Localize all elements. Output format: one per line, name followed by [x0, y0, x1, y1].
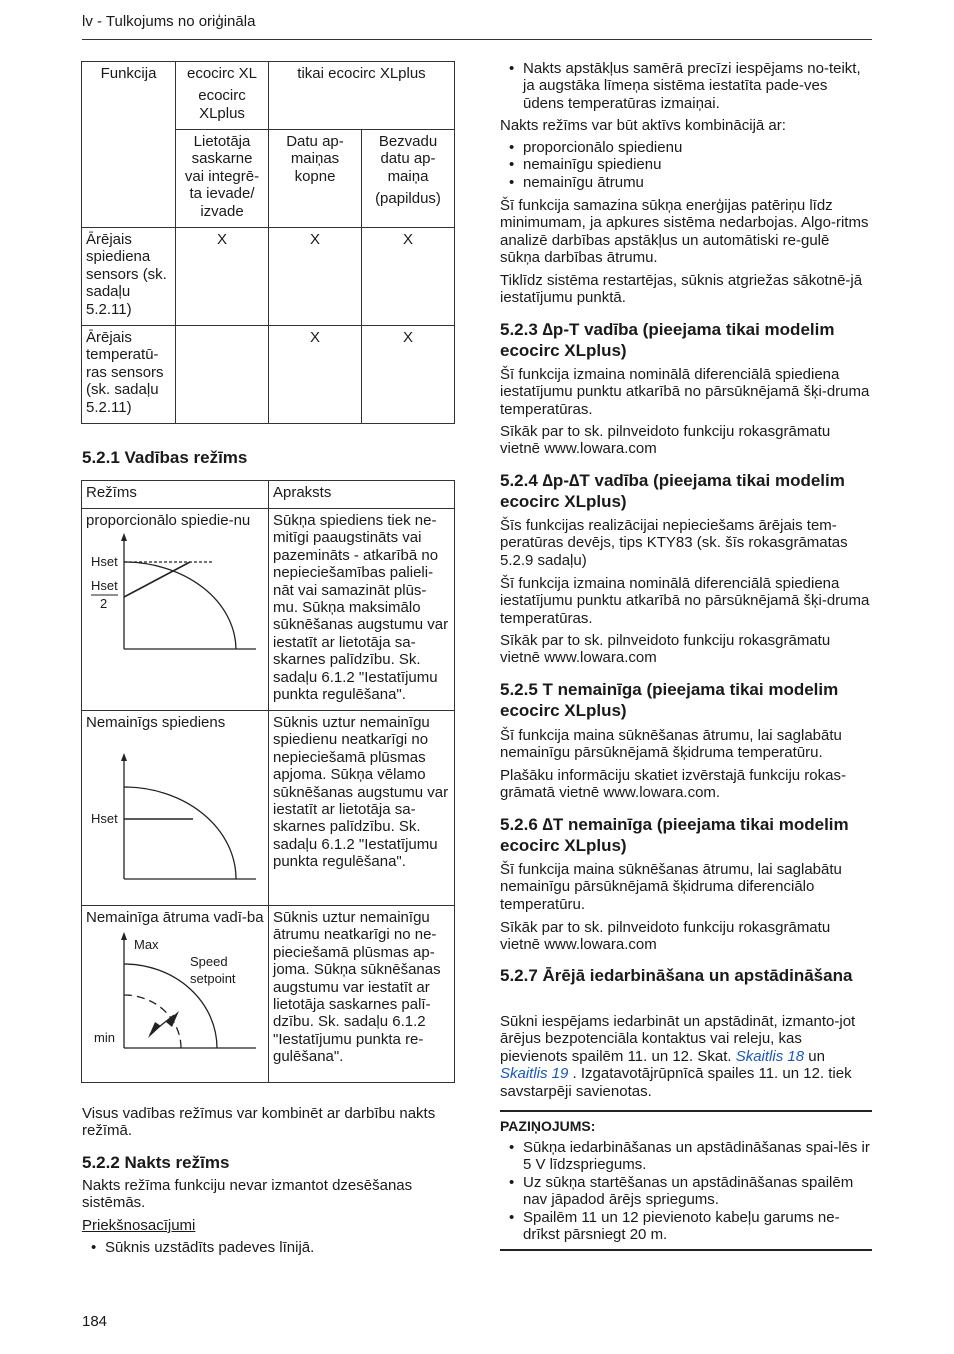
hset-half-divisor: 2: [100, 596, 108, 612]
section-5-2-6-title: 5.2.6 ∆T nemainīga (pieejama tikai modelim ecocirc XLplus): [500, 815, 849, 855]
hset-label: Hset: [91, 554, 118, 570]
funkcija-header: Funkcija: [82, 62, 176, 228]
restart-text: Tiklīdz sistēma restartējas, sūknis atgriežas sākotnē-jā iestatījumu punktā.: [500, 272, 863, 307]
description-header: Apraksts: [269, 481, 455, 509]
prerequisites-list: [82, 1239, 455, 1256]
list-item: • proporcionālo spiedienu: [500, 139, 872, 156]
night-condition-list: [500, 60, 872, 112]
prerequisites-heading: Priekšnosacījumi: [82, 1217, 196, 1234]
notice-bottom-rule: [500, 1249, 872, 1251]
night-mode-cooling-text: Nakts režīma funkciju nevar izmantot dzesēšanas sistēmās.: [82, 1177, 413, 1212]
list-item: • Spailēm 11 un 12 pievienoto kabeļu garums ne-drīkst pārsniegt 20 m.: [500, 1209, 872, 1244]
s524-text-2: Šī funkcija izmaina nominālā diferenciālā spiediena iestatījumu punktu atkarībā no pārsūknējamā šķi-druma temperatūras.: [500, 575, 870, 627]
s523-text-2: Sīkāk par to sk. pilnveidoto funkciju rokasgrāmatu vietnē www.lowara.com: [500, 423, 831, 458]
header-rule: [82, 39, 872, 40]
col-xlplus-only: tikai ecocirc XLplus: [269, 62, 455, 130]
list-item: • nemainīgu ātrumu: [500, 174, 872, 191]
cell-x: X: [269, 326, 362, 424]
desc-proportional: Sūkņa spiediens tiek ne-mitīgi paaugstināts vai pazemināts - atkarībā no nepieciešamības palieli-nāt vai samazināt plūs-mu. Sūkņa maksimālo sūknēšanas augstumu var iestatīt ar lietotāja sa-skarnes palīdzību. Sk. sadaļu 6.1.2 "Iestatījumu punkta regulēšana".: [269, 509, 455, 711]
notice-title: PAZIŅOJUMS:: [500, 1118, 596, 1134]
hset-half-label: Hset: [91, 578, 118, 594]
energy-saving-text: Šī funkcija samazina sūkņa enerģijas patēriņu līdz minimumam, ja apkures sistēma nedarbojas. Algo-ritms analizē darbības apstākļus un automātiski re-gulē sūkņa darbības ātrumu.: [500, 197, 869, 267]
page-number: 184: [82, 1313, 108, 1330]
s523-text-1: Šī funkcija izmaina nominālā diferenciālā spiediena iestatījumu punktu atkarībā no pārsūknējamā šķi-druma temperatūras.: [500, 366, 870, 418]
s527-text: Sūkni iespējams iedarbināt un apstādināt, izmanto-jot ārējus bezpotenciāla kontaktus vai releju, kas pievienots spailēm 11. un 12. Skat. Skaitlis 18 un Skaitlis 19 . Izgatavotājrūpnīcā spailes 11. un 12. tiek savstarpēji savienotas.: [500, 1013, 856, 1100]
sub-wireless: Bezvadu datu ap-maiņa (papildus): [362, 130, 455, 228]
night-mode-combination-text: Nakts režīms var būt aktīvs kombinācijā ar:: [500, 117, 786, 134]
s526-text-2: Sīkāk par to sk. pilnveidoto funkciju rokasgrāmatu vietnē www.lowara.com: [500, 919, 831, 954]
combination-list: [500, 139, 872, 191]
section-5-2-4-title: 5.2.4 ∆p-∆T vadība (pieejama tikai modelim ecocirc XLplus): [500, 471, 845, 511]
s525-text-2: Plašāku informāciju skatiet izvērstajā funkciju rokas-grāmatā vietnē www.lowara.com.: [500, 767, 846, 802]
col-ecocirc-xl: ecocirc XL ecocirc XLplus: [176, 62, 269, 130]
desc-constant-speed: Sūknis uztur nemainīgu ātrumu neatkarīgi no ne-pieciešamā plūsmas ap-joma. Sūkņa sūknēšanas augstumu var iestatīt ar lietotāja saskarnes palī-dzību. Sk. sadaļu 6.1.2 "Iestatījumu punkta re-gulēšana".: [269, 906, 455, 1083]
section-5-2-7-title: 5.2.7 Ārējā iedarbināšana un apstādināšana: [500, 966, 853, 985]
mode-constant-speed: Nemainīga ātruma vadī-ba Max min Speed setpoint: [82, 906, 269, 1083]
list-item: • Sūknis uzstādīts padeves līnijā.: [82, 1239, 455, 1256]
cell-x: X: [362, 228, 455, 326]
function-table: [81, 61, 455, 424]
s525-text-1: Šī funkcija maina sūknēšanas ātrumu, lai saglabātu nemainīgu pārsūknējamā šķidruma temperatūru.: [500, 727, 842, 762]
list-item: • nemainīgu spiedienu: [500, 156, 872, 173]
notice-top-rule: [500, 1110, 872, 1112]
section-5-2-3-title: 5.2.3 ∆p-T vadība (pieejama tikai modelim ecocirc XLplus): [500, 320, 835, 360]
notice-list: [500, 1139, 872, 1243]
list-item: • Sūkņa iedarbināšanas un apstādināšanas spai-lēs ir 5 V līdzspriegums.: [500, 1139, 872, 1174]
mode-constant-pressure: Nemainīgs spiediens Hset: [82, 711, 269, 906]
max-label: Max: [134, 937, 159, 953]
min-label: min: [94, 1030, 115, 1046]
constant-speed-graph: [86, 928, 264, 1054]
cell-empty: [176, 326, 269, 424]
mode-header: Režīms: [82, 481, 269, 509]
speed-label: Speed: [190, 954, 228, 970]
proportional-pressure-graph: [86, 533, 264, 657]
section-5-2-5-title: 5.2.5 T nemainīga (pieejama tikai modelim ecocirc XLplus): [500, 680, 839, 720]
list-item: • Uz sūkņa startēšanas un apstādināšanas spailēm nav jāpadod ārējs spriegums.: [500, 1174, 872, 1209]
cell-x: X: [362, 326, 455, 424]
hset-label: Hset: [91, 811, 118, 827]
figure-19-link[interactable]: Skaitlis 19: [500, 1065, 569, 1083]
constant-pressure-graph: [86, 735, 264, 885]
cell-x: X: [176, 228, 269, 326]
section-5-2-2-title: 5.2.2 Nakts režīms: [82, 1153, 230, 1172]
cell-x: X: [269, 228, 362, 326]
setpoint-label: setpoint: [190, 971, 236, 987]
row-pressure-sensor-label: Ārējais spiediena sensors (sk. sadaļu 5.2.11): [82, 228, 176, 326]
desc-constant-pressure: Sūknis uztur nemainīgu spiedienu neatkarīgi no nepieciešamā plūsmas apjoma. Sūkņa vēlamo sūknēšanas augstumu var iestatīt ar lietotāja sa-skarnes palīdzību. Sk. sadaļu 6.1.2 "Iestatījumu punkta regulēšana".: [269, 711, 455, 906]
page-header: lv - Tulkojums no oriģināla: [82, 13, 256, 30]
combine-night-mode-text: Visus vadības režīmus var kombinēt ar darbību nakts režīmā.: [82, 1105, 436, 1140]
s526-text-1: Šī funkcija maina sūknēšanas ātrumu, lai saglabātu nemainīgu pārsūknējamā šķidruma diferenciālo temperatūru.: [500, 861, 842, 913]
control-mode-table: [81, 480, 455, 1083]
sub-data-bus: Datu ap-maiņas kopne: [269, 130, 362, 228]
mode-proportional: proporcionālo spiedie-nu Hset Hset 2: [82, 509, 269, 711]
sub-user-interface: Lietotāja saskarne vai integrē-ta ievade/ izvade: [176, 130, 269, 228]
section-5-2-1-title: 5.2.1 Vadības režīms: [82, 448, 248, 467]
row-temp-sensor-label: Ārējais temperatū-ras sensors (sk. sadaļu 5.2.11): [82, 326, 176, 424]
list-item: • Nakts apstākļus samērā precīzi iespējams no-teikt, ja augstāka līmeņa sistēma iestatīta pade-ves ūdens temperatūras izmaiņai.: [500, 60, 872, 112]
s524-text-1: Šīs funkcijas realizācijai nepieciešams ārējais tem-peratūras devējs, tips KTY83 (sk. šīs rokasgrāmatas 5.2.9 sadaļu): [500, 517, 848, 569]
figure-18-link[interactable]: Skaitlis 18: [735, 1047, 805, 1065]
s524-text-3: Sīkāk par to sk. pilnveidoto funkciju rokasgrāmatu vietnē www.lowara.com: [500, 632, 831, 667]
